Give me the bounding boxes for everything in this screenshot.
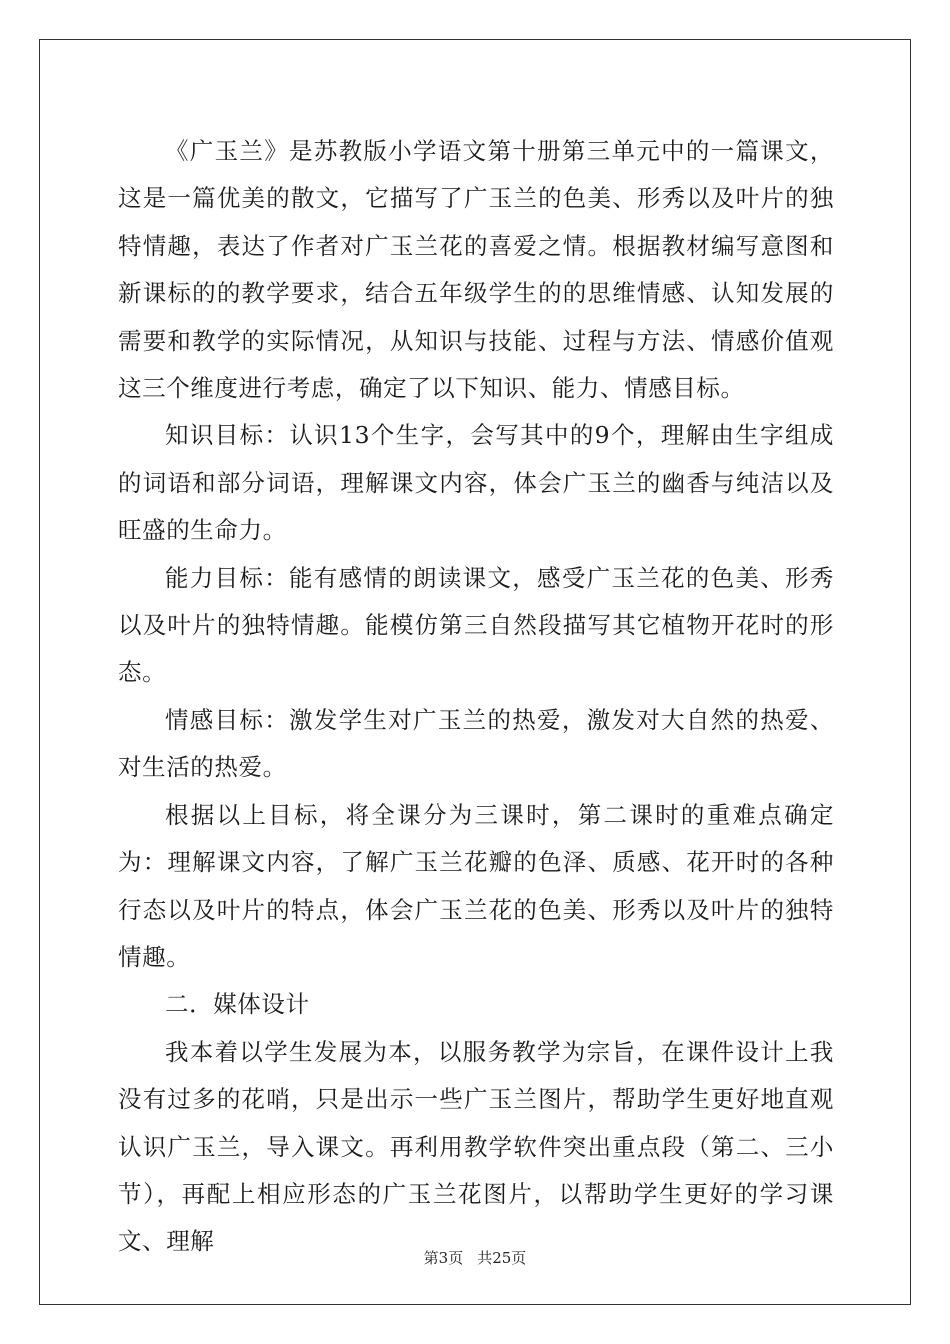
- paragraph-ability-goal: 能力目标：能有感情的朗读课文，感受广玉兰花的色美、形秀以及叶片的独特情趣。能模仿第三自然段描写其它植物开花时的形态。: [118, 563, 834, 687]
- footer-current-page: 第3页: [423, 1249, 464, 1267]
- section-heading-media-design: 二．媒体设计: [165, 990, 310, 1019]
- footer-total-pages: 共25页: [477, 1249, 527, 1267]
- page-footer: [0, 1247, 950, 1268]
- paragraph-emotion-goal: 情感目标：激发学生对广玉兰的热爱，激发对大自然的热爱、对生活的热爱。: [118, 705, 834, 782]
- paragraph-intro: 《广玉兰》是苏教版小学语文第十册第三单元中的一篇课文，这是一篇优美的散文，它描写了广玉兰的色美、形秀以及叶片的独特情趣，表达了作者对广玉兰花的喜爱之情。根据教材编写意图和新课标的的教学要求，结合五年级学生的的思维情感、认知发展的需要和教学的实际情况，从知识与技能、过程与方法、情感价值观这三个维度进行考虑，确定了以下知识、能力、情感目标。: [118, 137, 834, 403]
- paragraph-knowledge-goal: 知识目标：认识13个生字，会写其中的9个，理解由生字组成的词语和部分词语，理解课文内容，体会广玉兰的幽香与纯洁以及旺盛的生命力。: [118, 421, 834, 545]
- paragraph-media-design: 我本着以学生发展为本，以服务教学为宗旨，在课件设计上我没有过多的花哨，只是出示一些广玉兰图片，帮助学生更好地直观认识广玉兰，导入课文。再利用教学软件突出重点段（第二、三小节），再配上相应形态的广玉兰花图片，以帮助学生更好的学习课文、理解: [118, 1037, 834, 1256]
- document-body: [118, 128, 834, 1266]
- paragraph-key-points: 根据以上目标，将全课分为三课时，第二课时的重难点确定为：理解课文内容，了解广玉兰花瓣的色泽、质感、花开时的各种行态以及叶片的特点，体会广玉兰花的色美、形秀以及叶片的独特情趣。: [118, 800, 834, 971]
